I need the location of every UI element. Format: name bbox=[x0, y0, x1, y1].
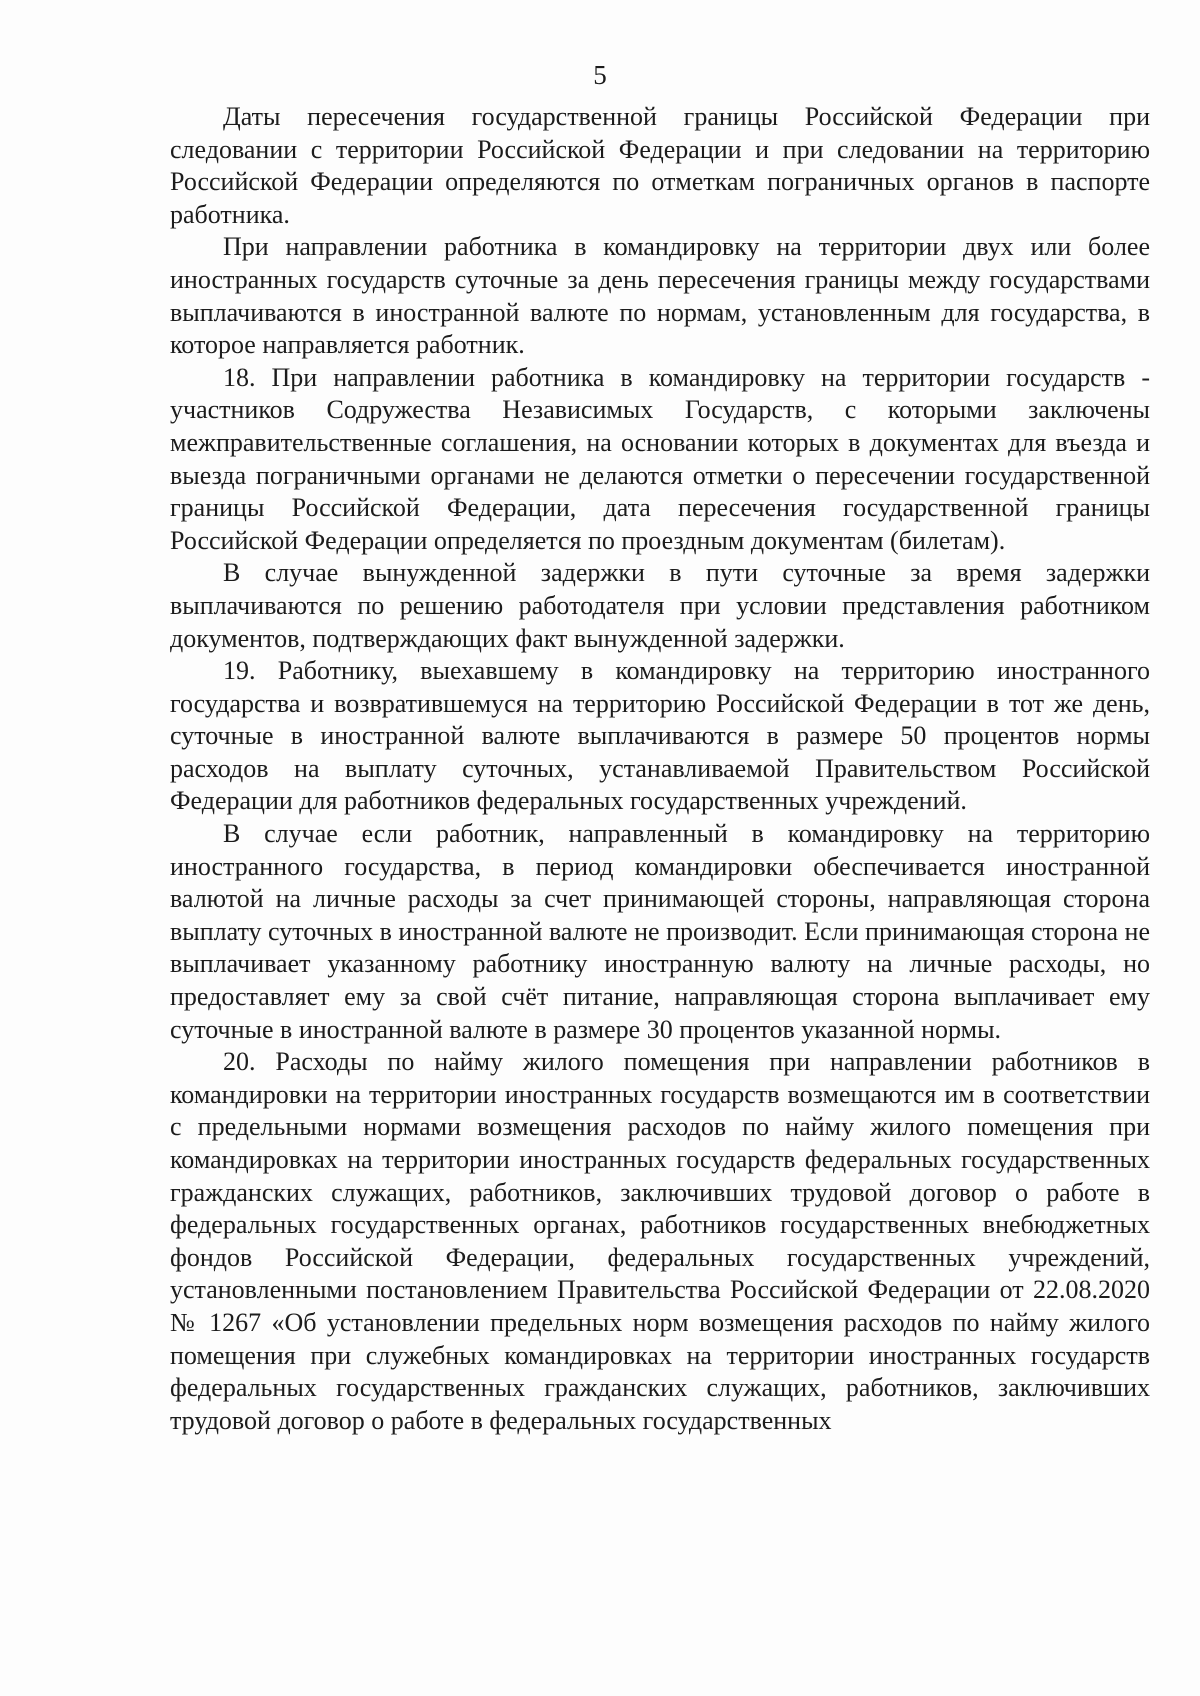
paragraph-forced-delay: В случае вынужденной задержки в пути суточные за время задержки выплачиваются по решению работодателя при условии представления работником документов, подтверждающих факт вынужденной задержки. bbox=[170, 558, 1150, 653]
document-body bbox=[170, 101, 1150, 1437]
paragraph-border-crossing-dates: Даты пересечения государственной границы Российской Федерации при следовании с территории Российской Федерации и при следовании на территорию Российской Федерации определяются по отметкам пограничных органов в паспорте работника. bbox=[170, 102, 1150, 229]
paragraph-multiple-states: При направлении работника в командировку на территории двух или более иностранных государств суточные за день пересечения границы между государствами выплачиваются в иностранной валюте по нормам, установленным для государства, в которое направляется работник. bbox=[170, 232, 1150, 360]
paragraph-host-side-expenses: В случае если работник, направленный в командировку на территорию иностранного государства, в период командировки обеспечивается иностранной валютой на личные расходы за счет принимающей стороны, направляющая сторона выплату суточных в иностранной валюте не производит. Если принимающая сторона не выплачивает указанному работнику иностранную валюту на личные расходы, но предоставляет ему за свой счёт питание, направляющая сторона выплачивает ему суточные в иностранной валюте в размере 30 процентов указанной нормы. bbox=[170, 819, 1150, 1044]
paragraph-item-19: 19. Работнику, выехавшему в командировку на территорию иностранного государства и возвратившемуся на территорию Российской Федерации в тот же день, суточные в иностранной валюте выплачиваются в размере 50 процентов нормы расходов на выплату суточных, устанавливаемой Правительством Российской Федерации для работников федеральных государственных учреждений. bbox=[170, 656, 1150, 816]
paragraph-item-18: 18. При направлении работника в командировку на территории государств - участников Содружества Независимых Государств, с которыми заключены межправительственные соглашения, на основании которых в документах для въезда и выезда пограничными органами не делаются отметки о пересечении государственной границы Российской Федерации, дата пересечения государственной границы Российской Федерации определяется по проездным документам (билетам). bbox=[170, 362, 1150, 555]
page-number: 5 bbox=[593, 60, 607, 90]
paragraph-item-20: 20. Расходы по найму жилого помещения при направлении работников в командировки на территории иностранных государств возмещаются им в соответствии с предельными нормами возмещения расходов по найму жилого помещения при командировках на территории иностранных государств федеральных государственных гражданских служащих, работников, заключивших трудовой договор о работе в федеральных государственных органах, работников государственных внебюджетных фондов Российской Федерации, федеральных государственных учреждений, установленными постановлением Правительства Российской Федерации от 22.08.2020 № 1267 «Об установлении предельных норм возмещения расходов по найму жилого помещения при служебных командировках на территории иностранных государств федеральных государственных гражданских служащих, работников, заключивших трудовой договор о работе в федеральных государственных bbox=[170, 1047, 1150, 1435]
